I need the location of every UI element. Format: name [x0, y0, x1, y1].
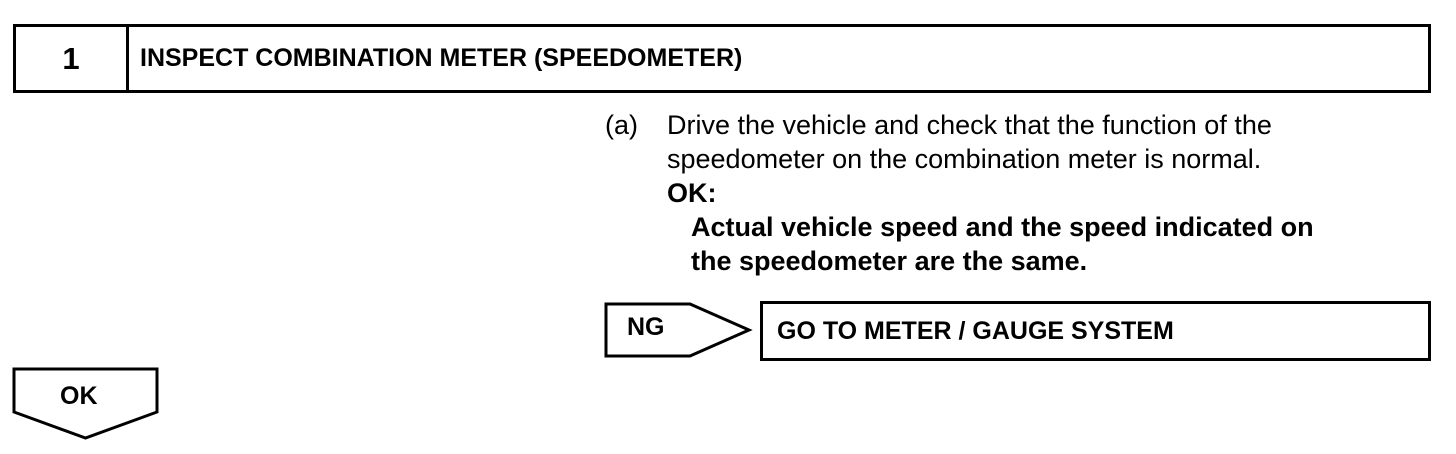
- instruction-line-1: Drive the vehicle and check that the function of the: [667, 110, 1272, 140]
- sub-step-label: (a): [605, 110, 638, 140]
- instruction-line-2: speedometer on the combination meter is normal.: [667, 144, 1262, 174]
- ng-label: NG: [627, 313, 665, 341]
- ok-label: OK: [60, 382, 98, 410]
- ok-criteria-label: OK:: [667, 178, 717, 208]
- ok-criteria-line-2: the speedometer are the same.: [691, 246, 1088, 276]
- step-header: [13, 24, 1431, 93]
- ok-criteria-line-1: Actual vehicle speed and the speed indicated on: [691, 212, 1314, 242]
- goto-meter-gauge-system-link[interactable]: GO TO METER / GAUGE SYSTEM: [760, 301, 1431, 361]
- step-title: INSPECT COMBINATION METER (SPEEDOMETER): [140, 44, 743, 72]
- instruction-body: [667, 108, 1425, 278]
- step-number: 1: [16, 27, 129, 90]
- instruction-block: [605, 108, 1425, 278]
